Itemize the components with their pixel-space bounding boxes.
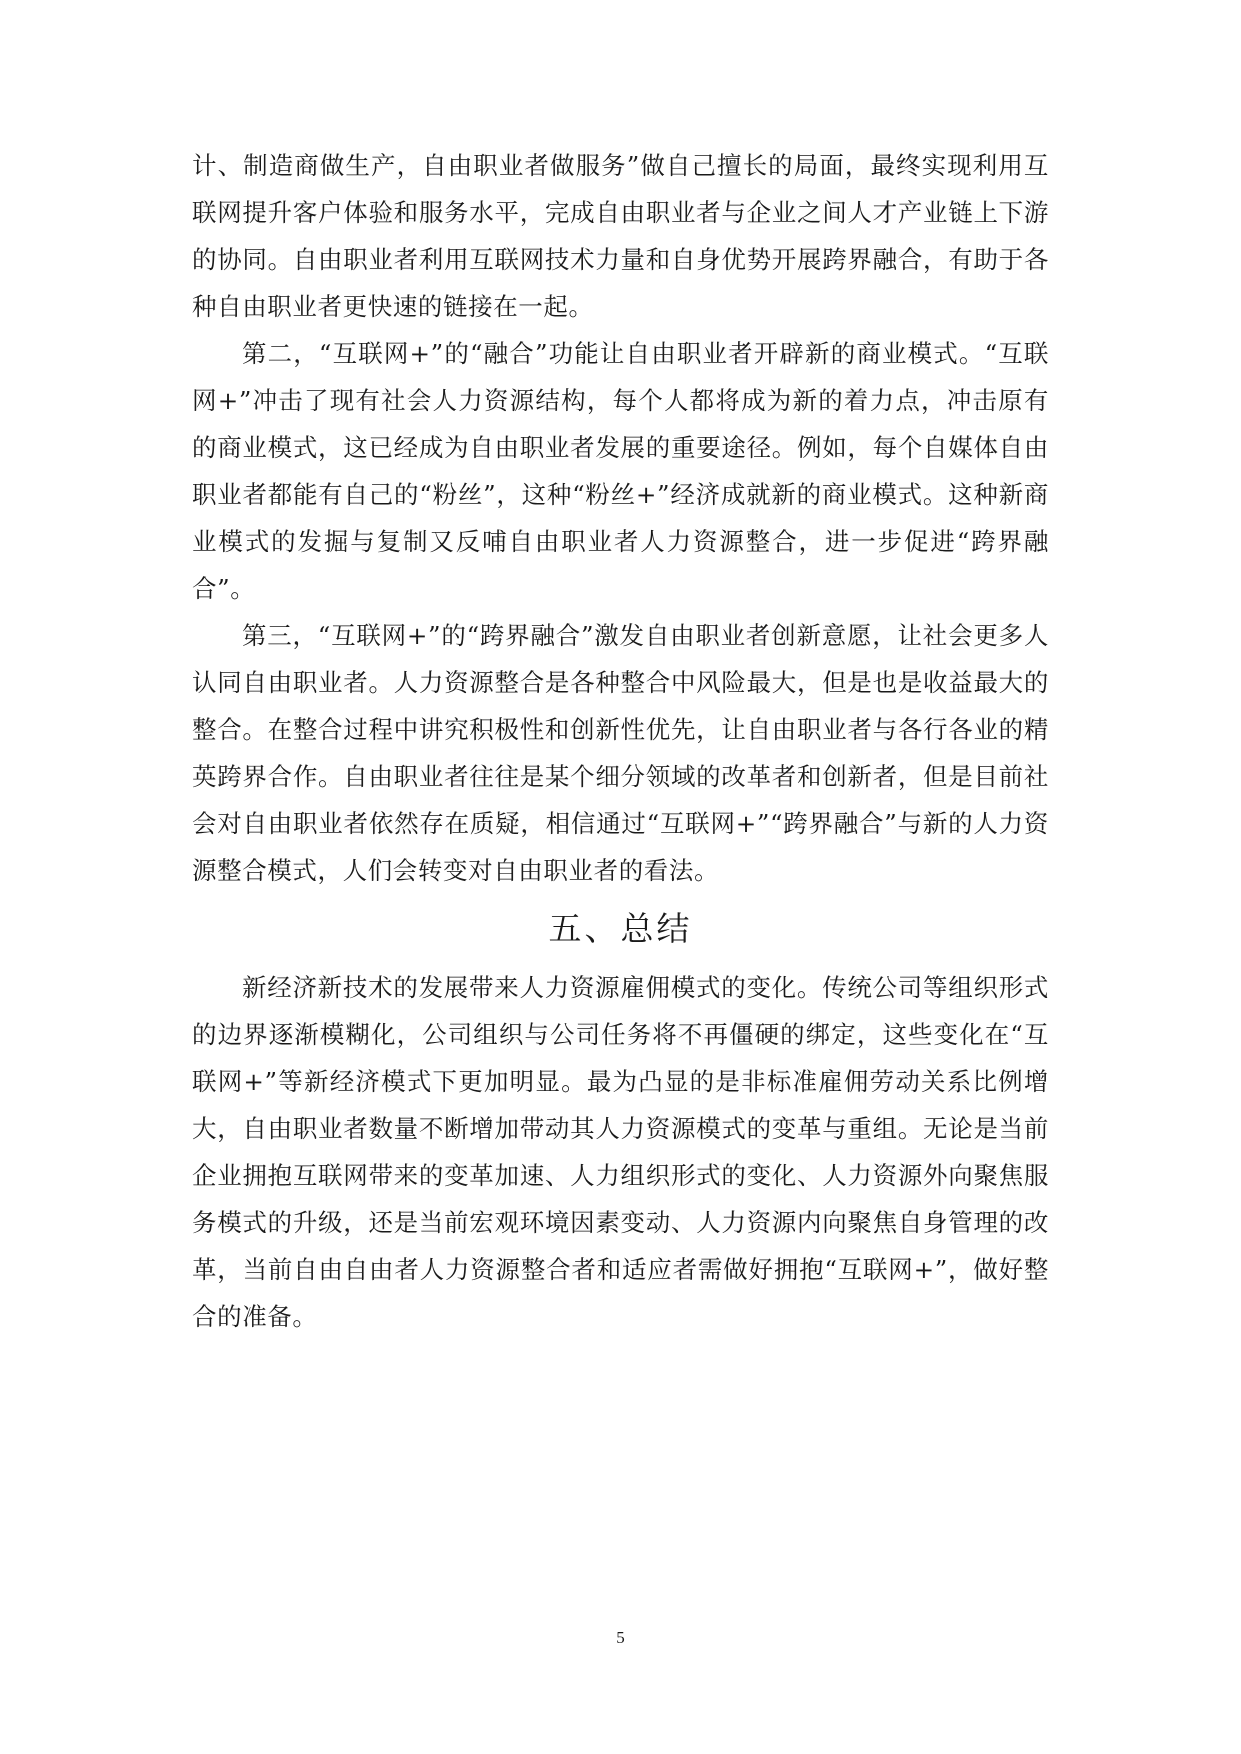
paragraph-third-point: 第三，“互联网+”的“跨界融合”激发自由职业者创新意愿，让社会更多人认同自由职业者。人力资源整合是各种整合中风险最大，但是也是收益最大的整合。在整合过程中讲究积极性和创新性优先，让自由职业者与各行各业的精英跨界合作。自由职业者往往是某个细分领域的改革者和创新者，但是目前社会对自由职业者依然存在质疑，相信通过“互联网+”“跨界融合”与新的人力资源整合模式，人们会转变对自由职业者的看法。	[192, 621, 1049, 885]
paragraph-summary: 新经济新技术的发展带来人力资源雇佣模式的变化。传统公司等组织形式的边界逐渐模糊化，公司组织与公司任务将不再僵硬的绑定，这些变化在“互联网+”等新经济模式下更加明显。最为凸显的是非标准雇佣劳动关系比例增大，自由职业者数量不断增加带动其人力资源模式的变革与重组。无论是当前企业拥抱互联网带来的变革加速、人力组织形式的变化、人力资源外向聚焦服务模式的升级，还是当前宏观环境因素变动、人力资源内向聚焦自身管理的改革，当前自由自由者人力资源整合者和适应者需做好拥抱“互联网+”，做好整合的准备。	[192, 973, 1049, 1331]
paragraph-second-point: 第二，“互联网+”的“融合”功能让自由职业者开辟新的商业模式。“互联网+”冲击了现有社会人力资源结构，每个人都将成为新的着力点，冲击原有的商业模式，这已经成为自由职业者发展的重要途径。例如，每个自媒体自由职业者都能有自己的“粉丝”，这种“粉丝+”经济成就新的商业模式。这种新商业模式的发掘与复制又反哺自由职业者人力资源整合，进一步促进“跨界融合”。	[192, 339, 1049, 603]
section-heading-summary: 五、总结	[548, 909, 693, 948]
paragraph-continuation: 计、制造商做生产，自由职业者做服务”做自己擅长的局面，最终实现利用互联网提升客户体验和服务水平，完成自由职业者与企业之间人才产业链上下游的协同。自由职业者利用互联网技术力量和自身优势开展跨界融合，有助于各种自由职业者更快速的链接在一起。	[192, 151, 1049, 321]
page-number: 5	[616, 1628, 625, 1647]
document-body	[192, 142, 1049, 1340]
